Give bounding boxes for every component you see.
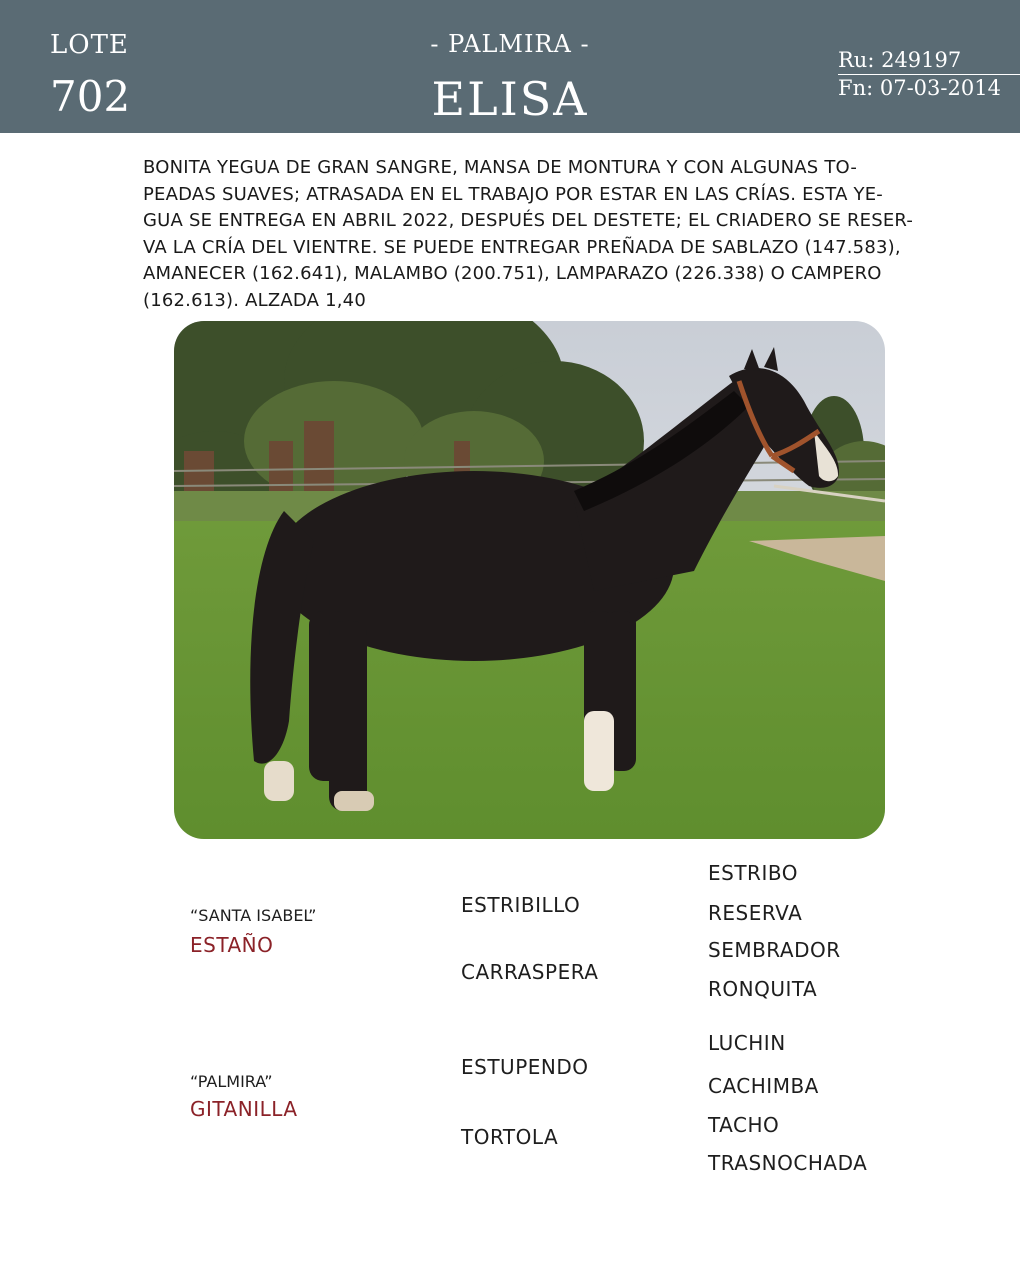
dam-sire-dam-name: CACHIMBA (708, 1074, 819, 1098)
dam-dam-sire-name: TACHO (708, 1113, 780, 1137)
lote-number: 702 (50, 72, 131, 121)
dam-dam-name: TORTOLA (461, 1125, 559, 1149)
dam-sire-name: ESTUPENDO (461, 1055, 589, 1079)
horse-description (143, 155, 933, 314)
sire-breeder: “SANTA ISABEL” (190, 906, 317, 925)
description-line: BONITA YEGUA DE GRAN SANGRE, MANSA DE MONTURA Y CON ALGUNAS TO- (143, 157, 858, 178)
header-bar (0, 0, 1020, 133)
horse-name: ELISA (431, 72, 589, 126)
horse-photo (174, 321, 885, 839)
description-line: VA LA CRÍA DEL VIENTRE. SE PUEDE ENTREGAR PREÑADA DE SABLAZO (147.583), (143, 236, 901, 258)
registration-number: Ru: 249197 (838, 48, 1020, 75)
criadero-name: - PALMIRA - (430, 30, 590, 58)
sire-dam-name: CARRASPERA (461, 960, 599, 984)
birth-date: Fn: 07-03-2014 (838, 76, 1001, 100)
description-line: GUA SE ENTREGA EN ABRIL 2022, DESPUÉS DEL DESTETE; EL CRIADERO SE RESER- (143, 210, 914, 231)
dam-sire-sire-name: LUCHIN (708, 1031, 786, 1055)
sire-name: ESTAÑO (190, 933, 274, 957)
description-line: PEADAS SUAVES; ATRASADA EN EL TRABAJO POR ESTAR EN LAS CRÍAS. ESTA YE- (143, 183, 884, 205)
lote-label: LOTE (50, 30, 129, 60)
sire-sire-sire-name: ESTRIBO (708, 861, 798, 885)
sire-dam-sire-name: SEMBRADOR (708, 938, 841, 962)
dam-dam-dam-name: TRASNOCHADA (708, 1151, 868, 1175)
description-line: AMANECER (162.641), MALAMBO (200.751), LAMPARAZO (226.338) O CAMPERO (143, 263, 882, 284)
sire-sire-name: ESTRIBILLO (461, 893, 581, 917)
horse-photo-illustration (174, 321, 885, 839)
dam-breeder: “PALMIRA” (190, 1072, 273, 1091)
description-line: (162.613). ALZADA 1,40 (143, 289, 366, 311)
registration-block (838, 48, 1020, 100)
dam-name: GITANILLA (190, 1097, 298, 1121)
sire-sire-dam-name: RESERVA (708, 901, 803, 925)
sire-dam-dam-name: RONQUITA (708, 977, 818, 1001)
